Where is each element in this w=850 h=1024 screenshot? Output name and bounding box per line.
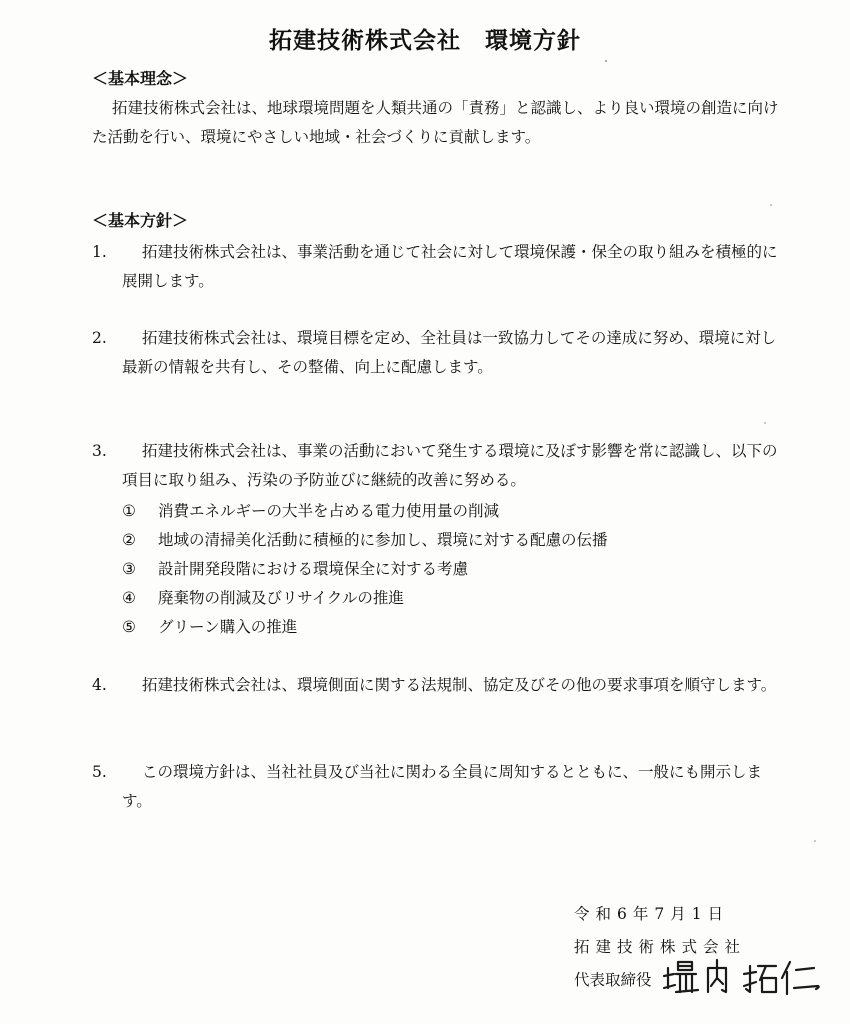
policy-item-2-number: 2. <box>92 329 107 347</box>
sublist-item-text: 設計開発段階における環境保全に対する考慮 <box>158 560 469 578</box>
representative-role: 代表取締役 <box>574 971 652 989</box>
policy-item-3-number: 3. <box>92 442 107 460</box>
sublist-item-text: 廃棄物の削減及びリサイクルの推進 <box>158 589 404 607</box>
basic-philosophy-text: 拓建技術株式会社は、地球環境問題を人類共通の「責務」と認識し、より良い環境の創造に向けた活動を行い、環境にやさしい地域・社会づくりに貢献します。 <box>92 99 779 146</box>
policy-item-5-text: この環境方針は、当社社員及び当社に関わる全員に周知するとともに、一般にも開示します。 <box>122 763 763 810</box>
policy-item-3-text: 拓建技術株式会社は、事業の活動において発生する環境に及ぼす影響を常に認識し、以下の項目に取り組み、汚染の予防並びに継続的改善に努める。 <box>122 442 778 489</box>
company-name: 拓建技術株式会社 <box>574 938 747 956</box>
issue-date: 令和6年7月1日 <box>574 905 730 923</box>
policy-item-5-number: 5. <box>92 763 107 781</box>
policy-item-4-text: 拓建技術株式会社は、環境側面に関する法規制、協定及びその他の要求事項を順守します。 <box>142 676 777 694</box>
policy-item-4-number: 4. <box>92 676 107 694</box>
sublist-item-mark: ⑤ <box>122 618 136 636</box>
sublist-item-mark: ④ <box>122 589 136 607</box>
sublist-item-mark: ① <box>122 502 136 520</box>
sublist-item-text: 消費エネルギーの大半を占める電力使用量の削減 <box>158 502 500 520</box>
basic-philosophy-heading: ＜基本理念＞ <box>92 69 189 88</box>
policy-item-1-number: 1. <box>92 243 107 261</box>
policy-item-1-text: 拓建技術株式会社は、事業活動を通じて社会に対して環境保護・保全の取り組みを積極的に展開します。 <box>122 243 778 290</box>
sublist-item-text: グリーン購入の推進 <box>158 618 298 636</box>
document-title: 拓建技術株式会社 環境方針 <box>269 28 581 54</box>
basic-policy-heading: ＜基本方針＞ <box>92 211 189 230</box>
sublist-item-mark: ② <box>122 531 136 549</box>
sublist-item-mark: ③ <box>122 560 136 578</box>
sublist-item-text: 地域の清掃美化活動に積極的に参加し、環境に対する配慮の伝播 <box>158 531 608 549</box>
policy-item-2-text: 拓建技術株式会社は、環境目標を定め、全社員は一致協力してその達成に努め、環境に対し最新の情報を共有し、その整備、向上に配慮します。 <box>122 329 777 376</box>
